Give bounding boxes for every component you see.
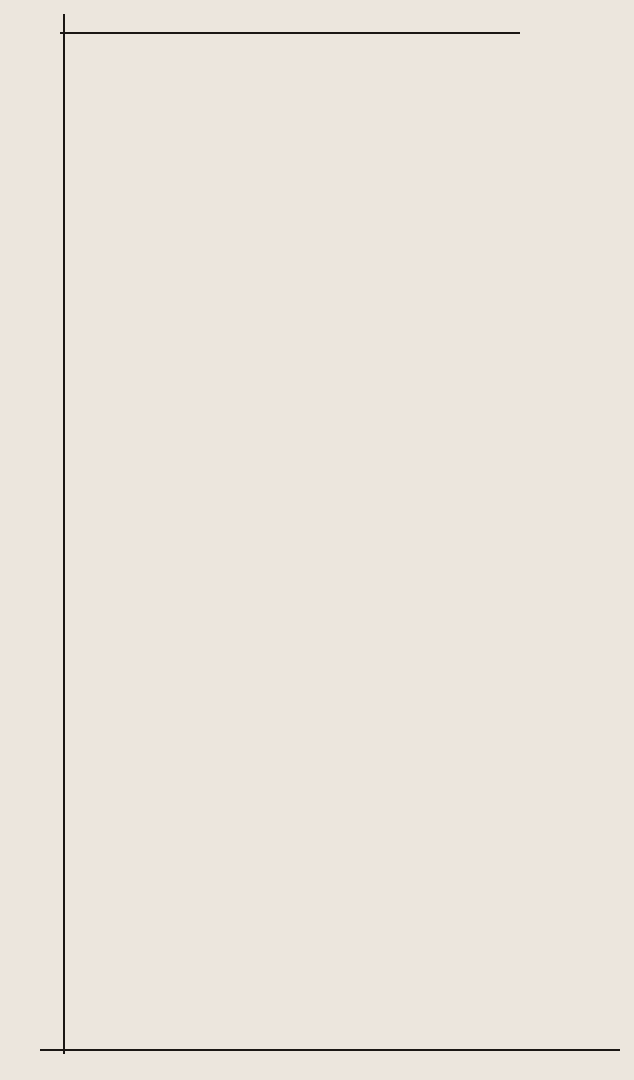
floral-border-bottom <box>40 1030 620 1070</box>
page-text <box>100 70 618 74</box>
floral-border-left <box>40 14 88 1054</box>
floral-border-top <box>60 14 520 52</box>
